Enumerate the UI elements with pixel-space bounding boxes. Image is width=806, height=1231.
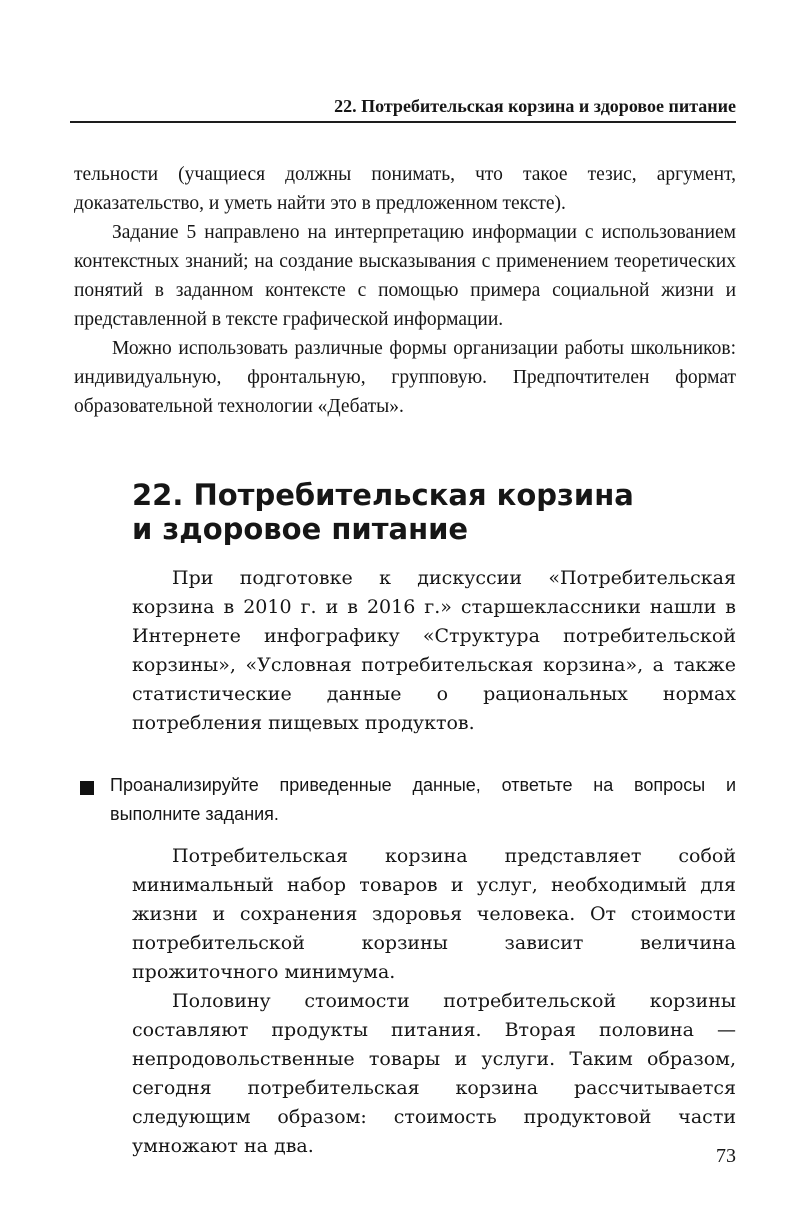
header-rule (70, 121, 736, 123)
body-text (74, 160, 736, 421)
intro-paragraph: При подготовке к дискуссии «Потребительская корзина в 2010 г. и в 2016 г.» старшеклассники нашли в Интернете инфографику «Структура потребительской корзины», «Условная потребительская корзина», а также статистические данные о рациональных нормах потребления пищевых продуктов. (132, 567, 736, 734)
body-paragraph-2: Задание 5 направлено на интерпретацию информации с использованием контекстных знаний; на создание высказывания с применением теоретических понятий в заданном контексте с помощью примера социальной жизни и представленной в тексте графической информации. (74, 222, 736, 330)
definition-paragraph-2: Половину стоимости потребительской корзины составляют продукты питания. Вторая половина — непродовольственные товары и услуги. Таким образом, сегодня потребительская корзина рассчитывается следующим образом: стоимость продуктовой части умножают на два. (132, 990, 736, 1157)
running-head: 22. Потребительская корзина и здоровое питание (334, 96, 736, 116)
section-title (132, 478, 692, 546)
task-bullet-icon (80, 781, 94, 795)
body-paragraph-1: тельности (учащиеся должны понимать, что такое тезис, аргумент, доказательство, и уметь найти это в предложенном тексте). (74, 164, 736, 214)
section-title-line-2: и здоровое питание (132, 512, 469, 546)
definition-paragraph-1: Потребительская корзина представляет собой минимальный набор товаров и услуг, необходимый для жизни и сохранения здоровья человека. От стоимости потребительской корзины зависит величина прожиточного минимума. (132, 845, 736, 983)
definition-text (132, 842, 736, 1161)
page-number: 73 (716, 1145, 736, 1167)
body-paragraph-3: Можно использовать различные формы организации работы школьников: индивидуальную, фронтальную, групповую. Предпочтителен формат образовательной технологии «Дебаты». (74, 338, 736, 417)
task-instruction: Проанализируйте приведенные данные, ответьте на вопросы и выполните задания. (110, 775, 736, 824)
section-title-line-1: 22. Потребительская корзина (132, 478, 634, 512)
section-intro (132, 564, 736, 738)
